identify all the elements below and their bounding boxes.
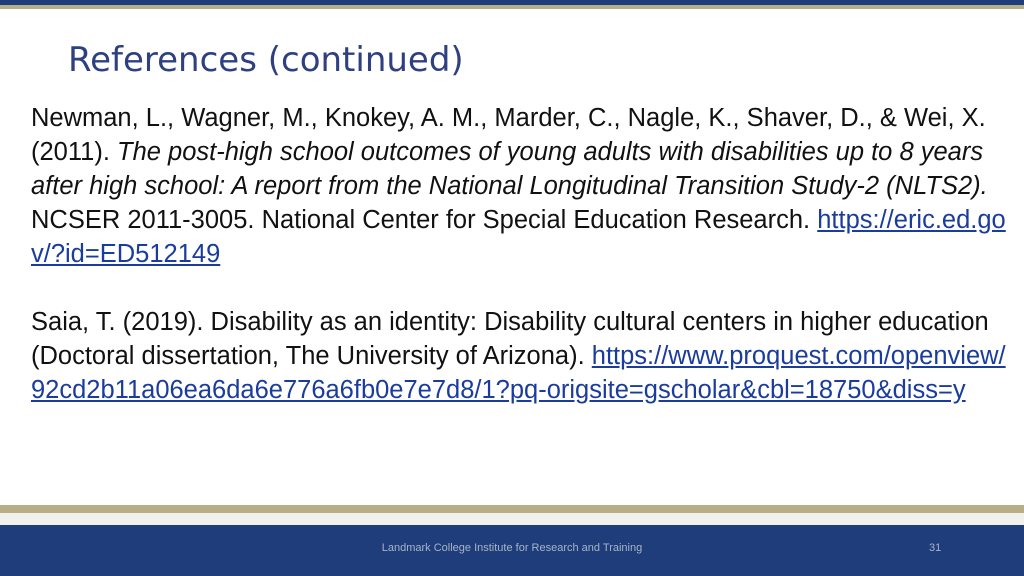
footer-organization: Landmark College Institute for Research and Training — [381, 542, 643, 554]
page-number: 31 — [929, 542, 942, 554]
reference-details: NCSER 2011-3005. National Center for Special Education Research. — [31, 206, 818, 234]
reference-link-proquest[interactable]: https://www.proquest.com/openview/92cd2b11a06ea6da6e776a6fb0e7e7d8/1?pq-origsite=gscholar&cbl=18750&diss=y — [31, 342, 1006, 404]
reference-text: Saia, T. (2019). Disability as an identity: Disability cultural centers in higher education (Doctoral dissertation, The University of Arizona). — [31, 308, 989, 370]
reference-saia — [31, 305, 1006, 407]
top-gold-stripe — [0, 5, 1024, 9]
references-list — [31, 101, 1006, 407]
bottom-gold-stripe — [0, 505, 1024, 513]
footer-bar — [0, 525, 1024, 576]
reference-authors: Newman, L., Wagner, M., Knokey, A. M., Marder, C., Nagle, K., Shaver, D., & Wei, X. (2011). — [31, 104, 986, 166]
reference-link-eric[interactable]: https://eric.ed.gov/?id=ED512149 — [31, 206, 1006, 268]
slide-title: References (continued) — [68, 40, 464, 80]
reference-newman — [31, 101, 1006, 271]
reference-title: The post-high school outcomes of young adults with disabilities up to 8 years after high school: A report from the National Longitudinal Transition Study-2 (NLTS2). — [31, 138, 988, 200]
bottom-light-stripe — [0, 513, 1024, 525]
